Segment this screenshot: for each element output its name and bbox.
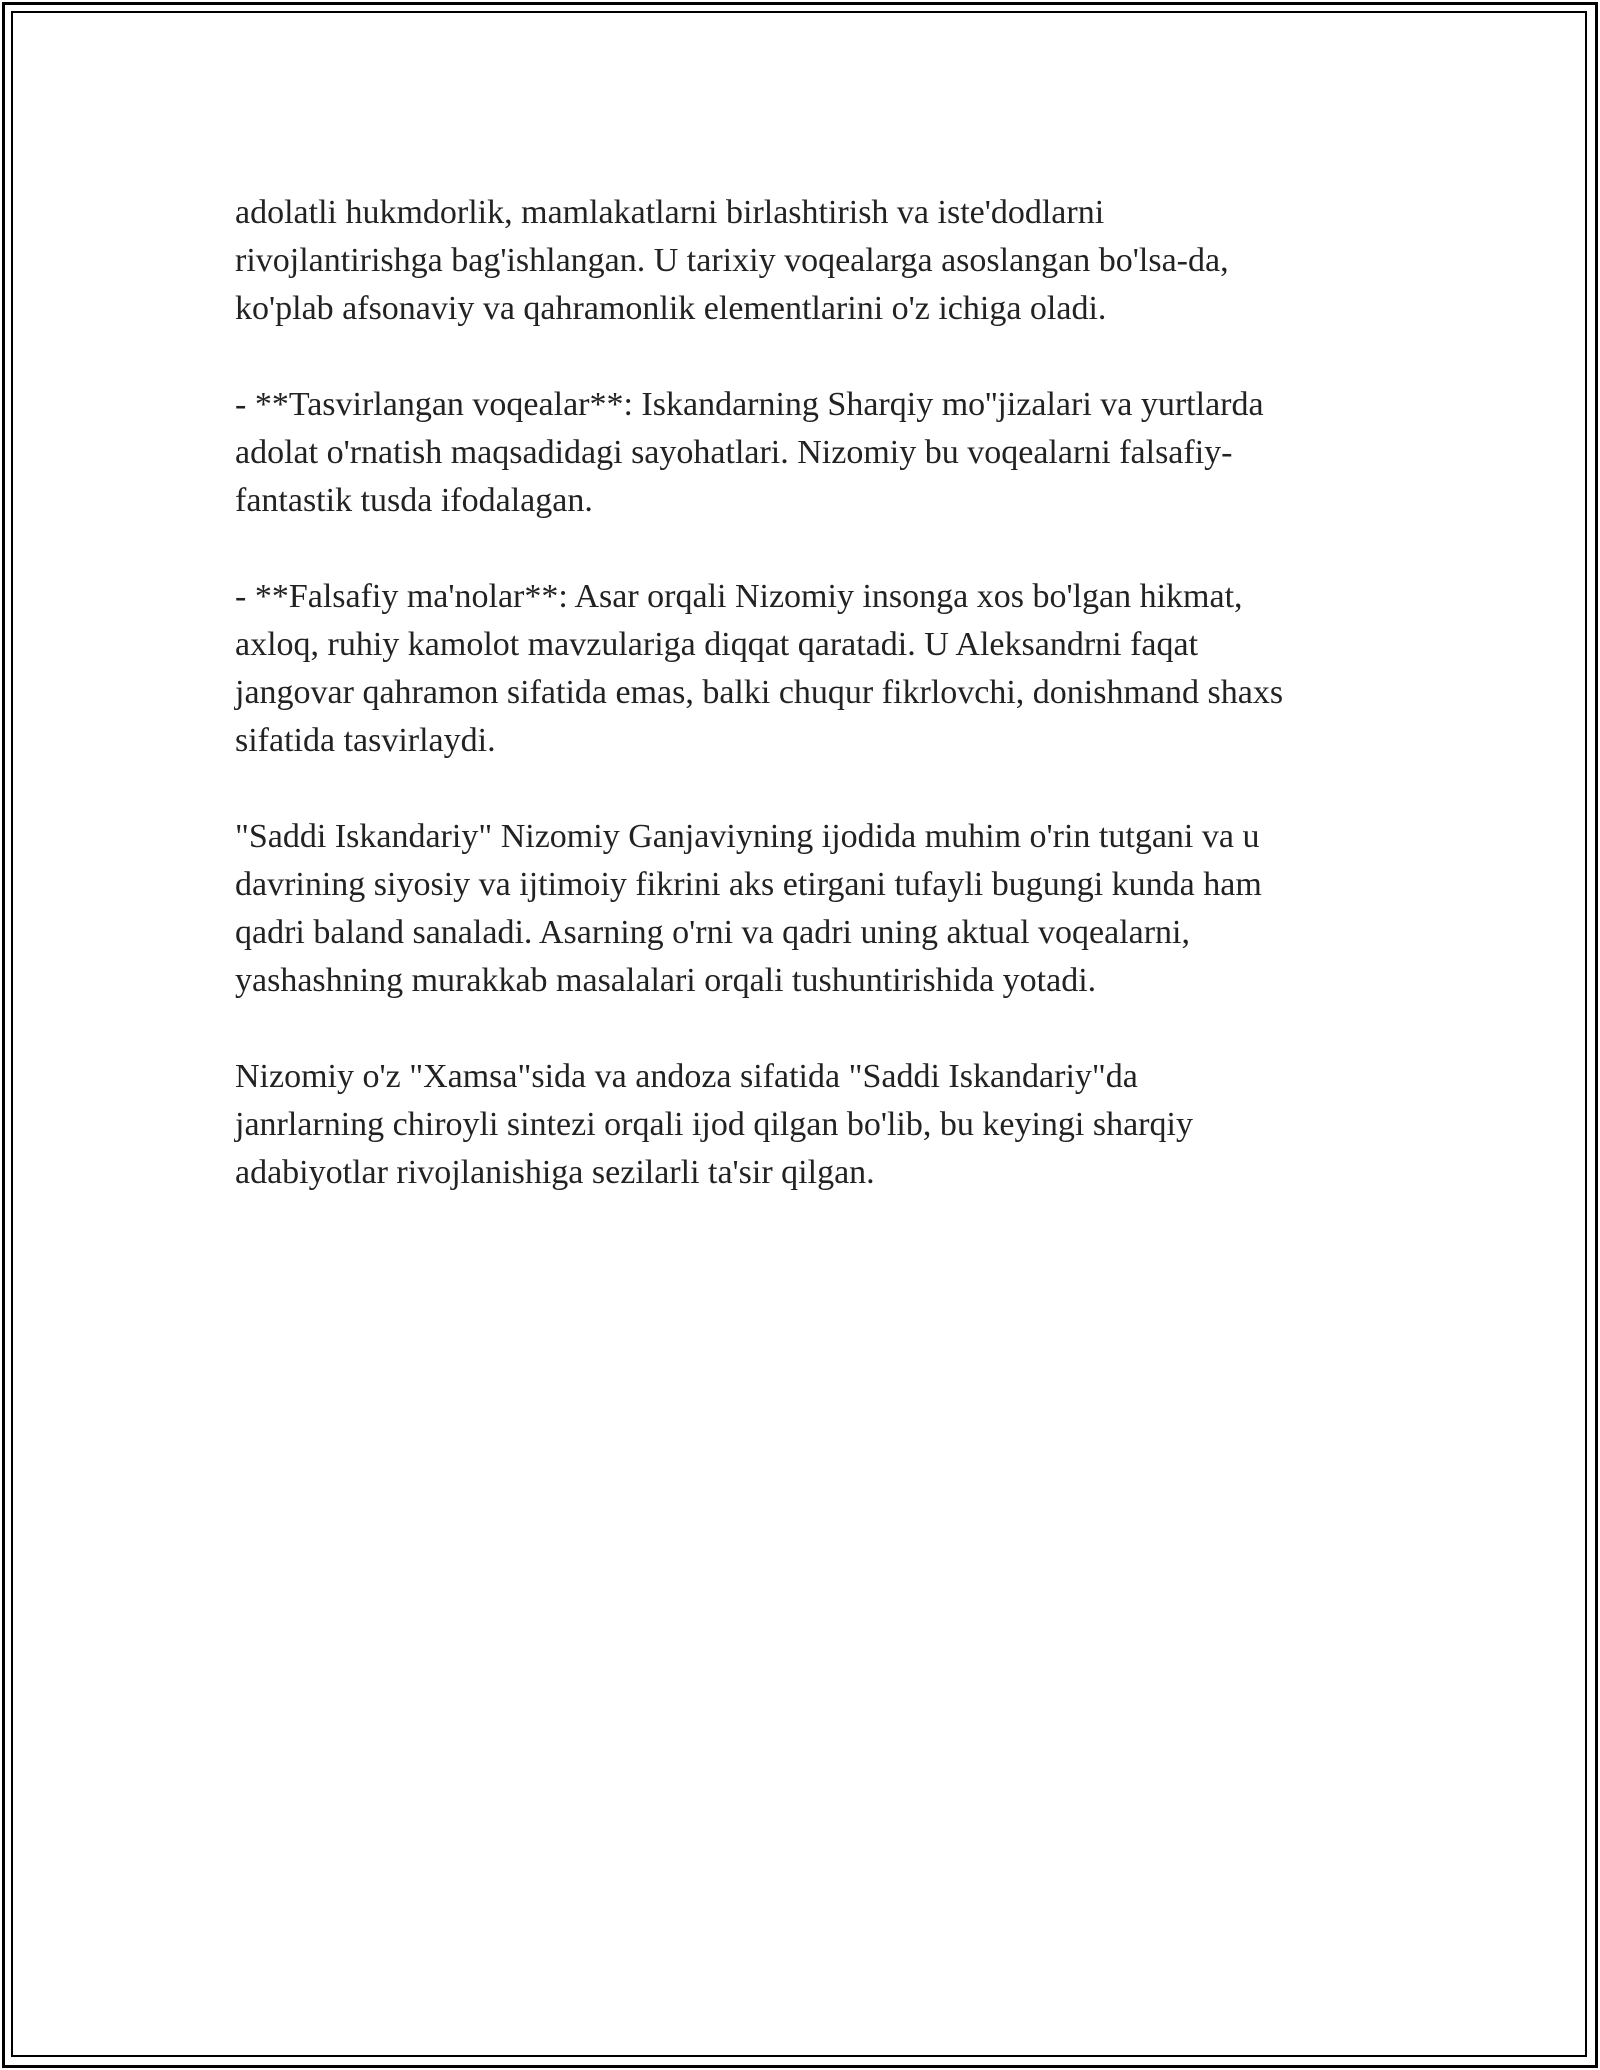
text-line: yashashning murakkab masalalari orqali tushuntirishida yotadi. — [235, 962, 1097, 999]
text-line: janrlarning chiroyli sintezi orqali ijod qilgan bo'lib, bu keyingi sharqiy — [235, 1106, 1193, 1143]
text-line: - **Falsafiy ma'nolar**: Asar orqali Nizomiy insonga xos bo'lgan hikmat, — [235, 578, 1243, 615]
text-line: qadri baland sanaladi. Asarning o'rni va qadri uning aktual voqealarni, — [235, 914, 1191, 951]
text-line: Nizomiy o'z "Xamsa"sida va andoza sifatida "Saddi Iskandariy"da — [235, 1058, 1138, 1095]
paragraph-depicted-events — [235, 381, 1395, 525]
text-line: adolat o'rnatish maqsadidagi sayohatlari. Nizomiy bu voqealarni falsafiy- — [235, 434, 1233, 471]
text-line: rivojlantirishga bag'ishlangan. U tarixiy voqealarga asoslangan bo'lsa-da, — [235, 242, 1229, 279]
paragraph-philosophical-meanings — [235, 573, 1395, 765]
text-line: "Saddi Iskandariy" Nizomiy Ganjaviyning ijodida muhim o'rin tutgani va u — [235, 818, 1260, 855]
paragraph-intro — [235, 189, 1395, 333]
text-line: adolatli hukmdorlik, mamlakatlarni birlashtirish va iste'dodlarni — [235, 194, 1105, 231]
paragraph-conclusion — [235, 1053, 1395, 1197]
text-line: fantastik tusda ifodalagan. — [235, 482, 593, 519]
document-body — [235, 189, 1395, 1245]
text-line: - **Tasvirlangan voqealar**: Iskandarning Sharqiy mo''jizalari va yurtlarda — [235, 386, 1264, 423]
text-line: ko'plab afsonaviy va qahramonlik elementlarini o'z ichiga oladi. — [235, 290, 1107, 327]
text-line: axloq, ruhiy kamolot mavzulariga diqqat qaratadi. U Aleksandrni faqat — [235, 626, 1199, 663]
text-line: sifatida tasvirlaydi. — [235, 722, 496, 759]
text-line: adabiyotlar rivojlanishiga sezilarli ta'sir qilgan. — [235, 1154, 875, 1191]
paragraph-significance — [235, 813, 1395, 1005]
text-line: jangovar qahramon sifatida emas, balki chuqur fikrlovchi, donishmand shaxs — [235, 674, 1284, 711]
text-line: davrining siyosiy va ijtimoiy fikrini aks etirgani tufayli bugungi kunda ham — [235, 866, 1262, 903]
